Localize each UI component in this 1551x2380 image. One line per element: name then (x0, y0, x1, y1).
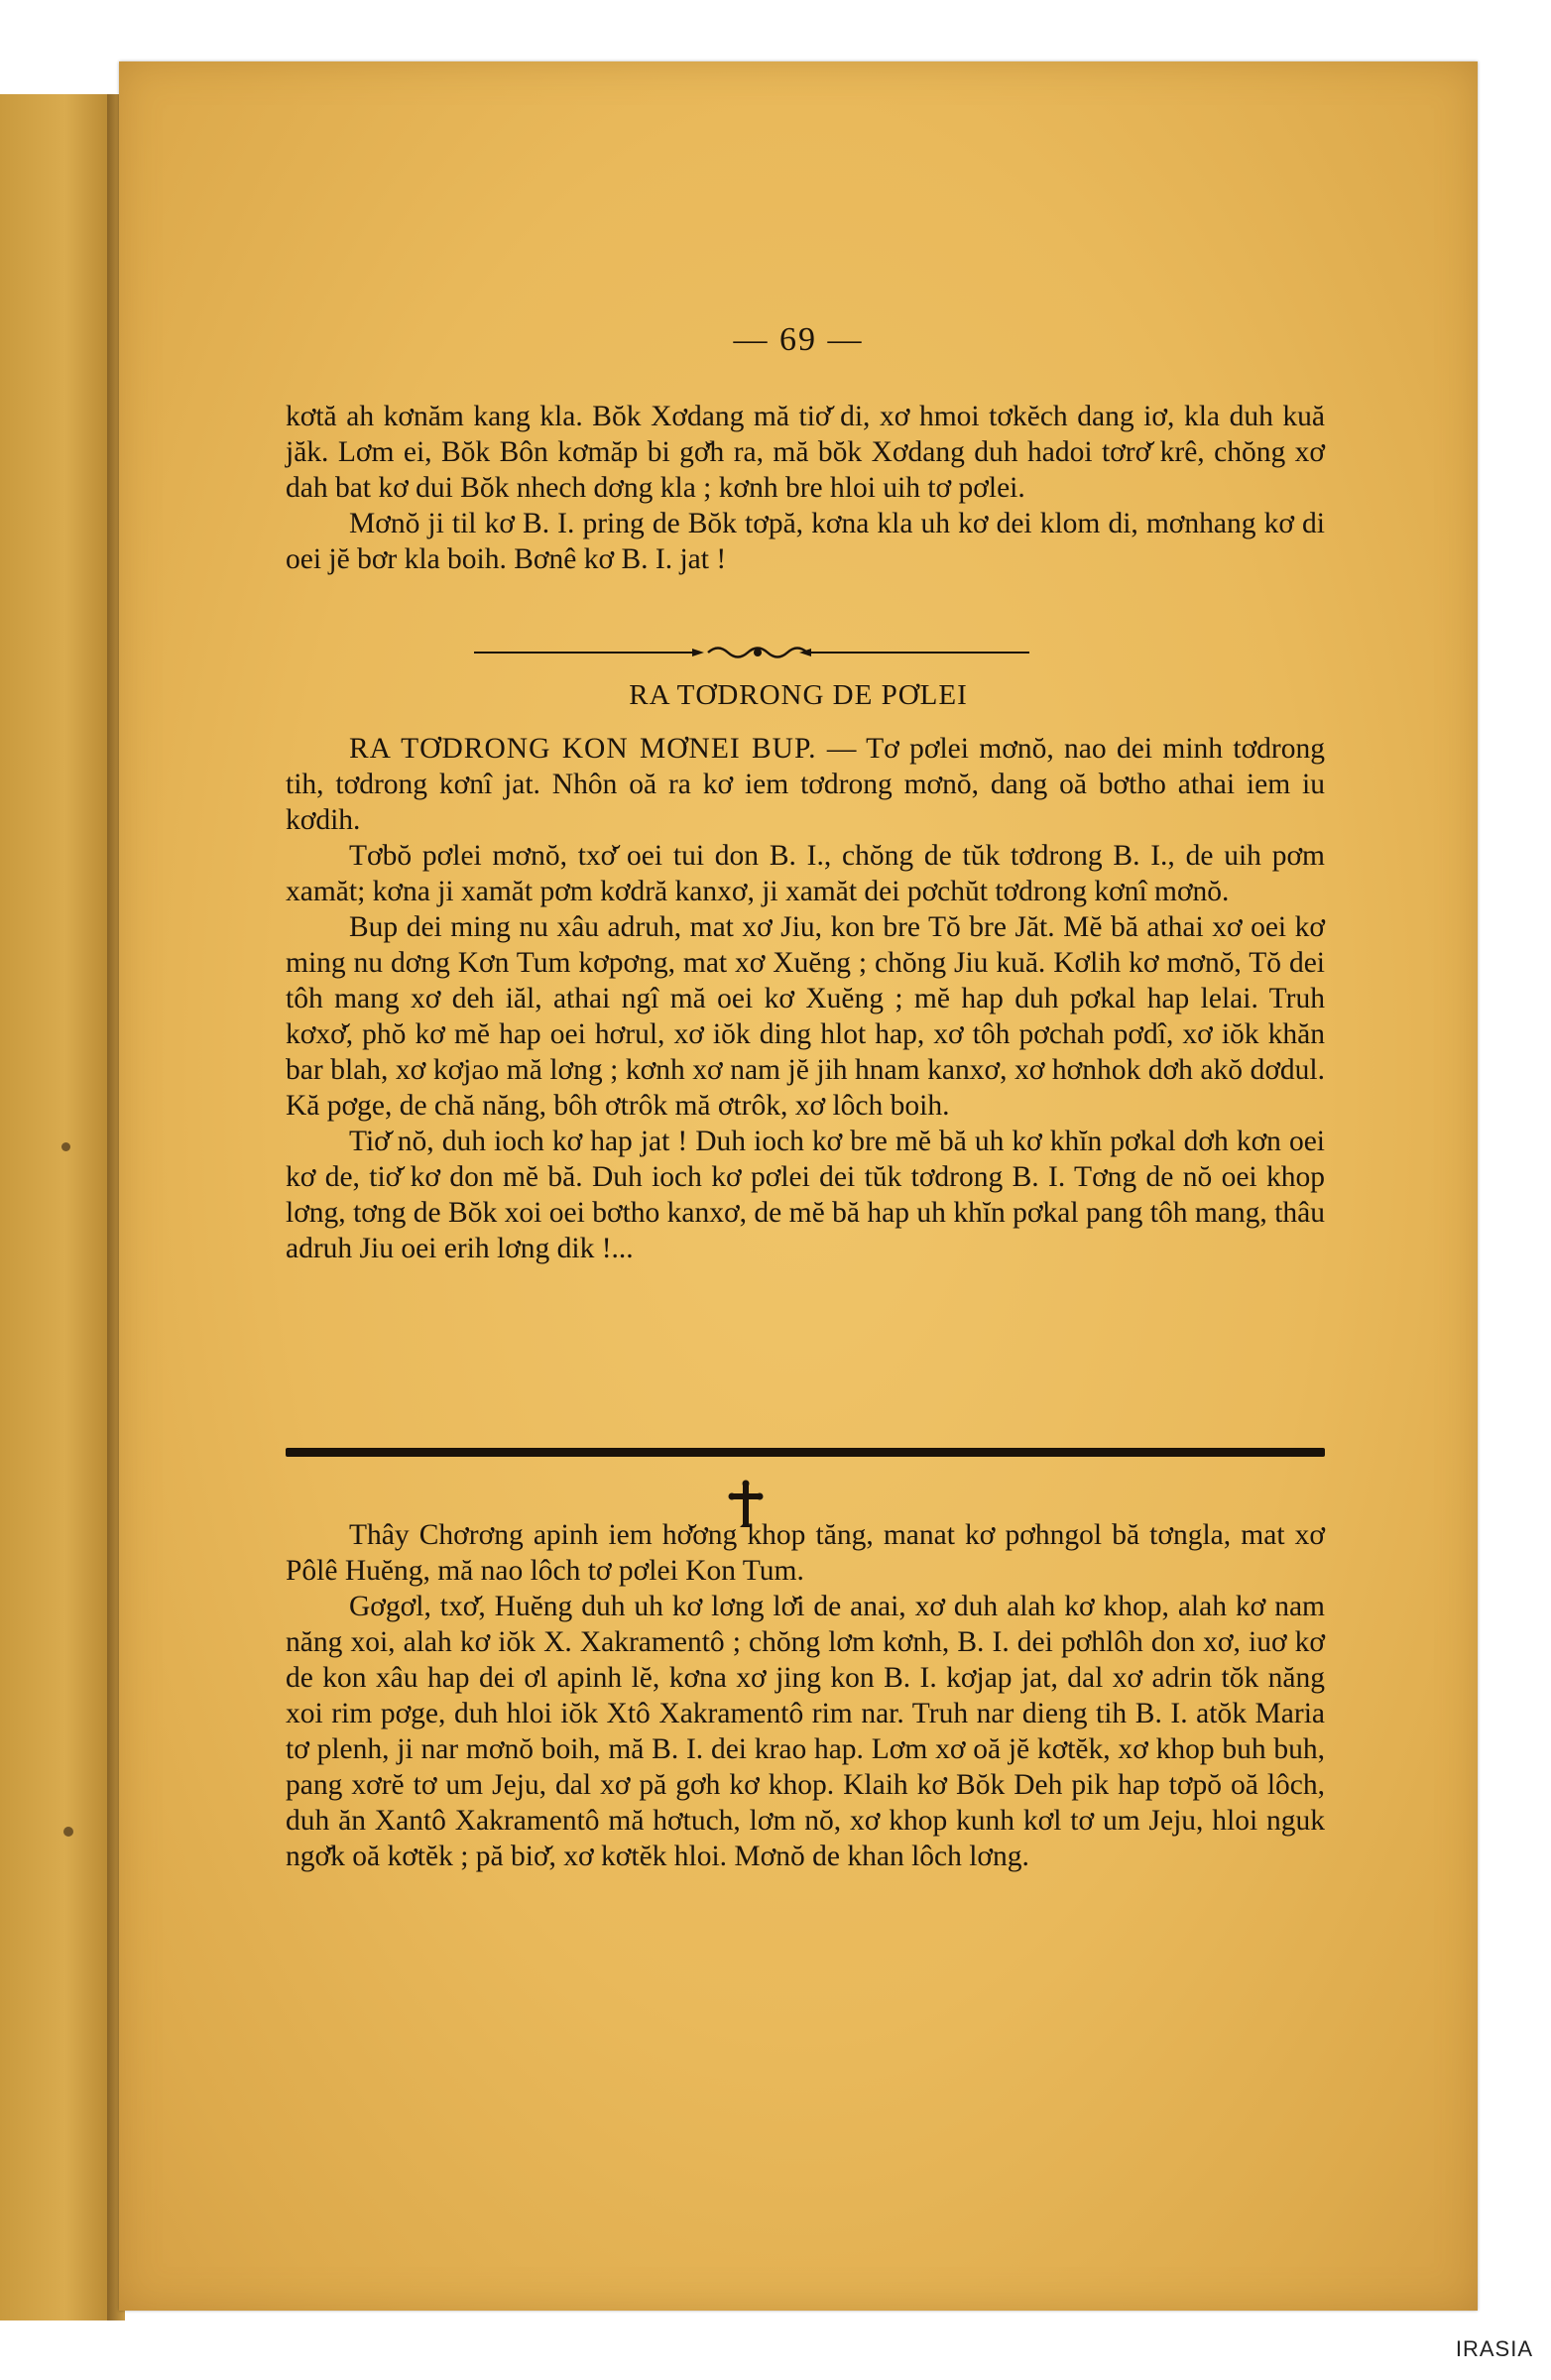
ink-spot (61, 1142, 70, 1151)
story-heading: RA TƠDRONG KON MƠNEI BUP. (349, 733, 817, 765)
paragraph: Gơgơl, txơ̆, Huĕng duh uh kơ lơng lơ̆i de anai, xơ duh alah kơ khop, alah kơ nam năng xoi, alah kơ iŏk X. Xakramentô ; chŏng lơm kơnh, B. I. dei pơhlôh don xơ, iuơ kơ de kon xâu hap dei ơl apinh lĕ, kơna xơ jing kon B. I. kơjap jat, dal xơ adrin tŏk năng xoi rim pơge, duh hloi iŏk Xtô Xakramentô rim nar. Truh nar dieng tih B. I. atŏk Maria tơ plenh, ji nar mơnŏ boih, mă B. I. dei krao hap. Lơm xơ oă jĕ kơtĕk, xơ khop buh buh, pang xơrĕ tơ um Jeju, dal xơ pă gơh kơ khop. Klaih kơ Bŏk Deh pik hap tơpŏ oă lôch, duh ăn Xantô Xakramentô mă hơtuch, lơm nŏ, xơ khop kunh kơl tơ um Jeju, hloi nguk ngơ̆k oă kơtĕk ; pă biơ̆, xơ kơtĕk hloi. Mơnŏ de khan lôch lơng. (286, 1591, 1325, 1872)
story-text-block (286, 731, 1325, 1266)
bottom-text-block (286, 1517, 1325, 1874)
section-title: RA TƠDRONG DE PƠLEI (629, 679, 968, 711)
paragraph: Mơnŏ ji til kơ B. I. pring de Bŏk tơpă, kơna kla uh kơ dei klom di, mơnhang kơ di oei jĕ bơr kla boih. Bơnê kơ B. I. jat ! (286, 508, 1325, 575)
ink-spot (63, 1827, 73, 1837)
paragraph: Bup dei ming nu xâu adruh, mat xơ Jiu, kon bre Tŏ bre Jăt. Mĕ bă athai xơ oei kơ ming nu dơng Kơn Tum kơpơng, mat xơ Xuĕng ; chŏng Jiu kuă. Kơlih kơ mơnŏ, Tŏ dei tôh mang xơ deh iăl, athai ngî mă oei kơ Xuĕng ; mĕ hap duh pơkal hap lelai. Truh kơxơ̆, phŏ kơ mĕ hap oei hơrul, xơ iŏk ding hlot hap, xơ tôh pơchah pơdî, xơ iŏk khăn bar blah, xơ kơjao mă lơng ; kơnh xơ nam jĕ jih hnam kanxơ, xơ hơnhok dơh akŏ dơdul. Kă pơge, de chă năng, bôh ơtrôk mă ơtrôk, xơ lôch boih. (286, 911, 1325, 1122)
paragraph-text: — Tơ pơlei mơnŏ, nao dei minh tơdrong tih, tơdrong kơnî jat. Nhôn oă ra kơ iem tơdrong mơnŏ, dang oă bơtho athai iem iu kơdih. (286, 733, 1325, 836)
previous-page-edge (0, 94, 119, 2320)
thick-divider (286, 1448, 1325, 1457)
ornamental-divider (474, 644, 1029, 661)
book-page (119, 61, 1478, 2311)
source-watermark: IRASIA (1455, 2336, 1533, 2361)
top-text-block (286, 399, 1325, 577)
paragraph: kơtă ah kơnăm kang kla. Bŏk Xơdang mă tiơ̆ di, xơ hmoi tơkĕch dang iơ, kla duh kuă jăk. Lơm ei, Bŏk Bôn kơmăp bi gơ̆h ra, mă bŏk Xơdang duh hadoi tơrơ̆ krê, chŏng xơ dah bat kơ dui Bŏk nhech dơng kla ; kơnh bre hloi uih tơ pơlei. (286, 401, 1325, 504)
page-number: — 69 — (733, 321, 864, 358)
paragraph (286, 731, 1325, 838)
paragraph: Tơbŏ pơlei mơnŏ, txơ̆ oei tui don B. I., chŏng de tŭk tơdrong B. I., de uih pơm xamăt; kơna ji xamăt pơm kơdră kanxơ, ji xamăt dei pơchŭt tơdrong kơnî mơnŏ. (286, 840, 1325, 907)
paragraph: Thây Chơrơng apinh iem hơ̆ơng khop tăng, manat kơ pơhngol bă tơngla, mat xơ Pôlê Huĕng, mă nao lôch tơ pơlei Kon Tum. (286, 1519, 1325, 1587)
paragraph: Tiơ̆ nŏ, duh ioch kơ hap jat ! Duh ioch kơ bre mĕ bă uh kơ khĭn pơkal dơh kơn oei kơ de, tiơ̆ kơ don mĕ bă. Duh ioch kơ pơlei dei tŭk tơdrong B. I. Tơng de nŏ oei khop lơng, tơng de Bŏk xoi oei bơtho kanxơ, de mĕ bă hap uh khĭn pơkal pang tôh mang, thâu adruh Jiu oei erih lơng dik !... (286, 1126, 1325, 1264)
